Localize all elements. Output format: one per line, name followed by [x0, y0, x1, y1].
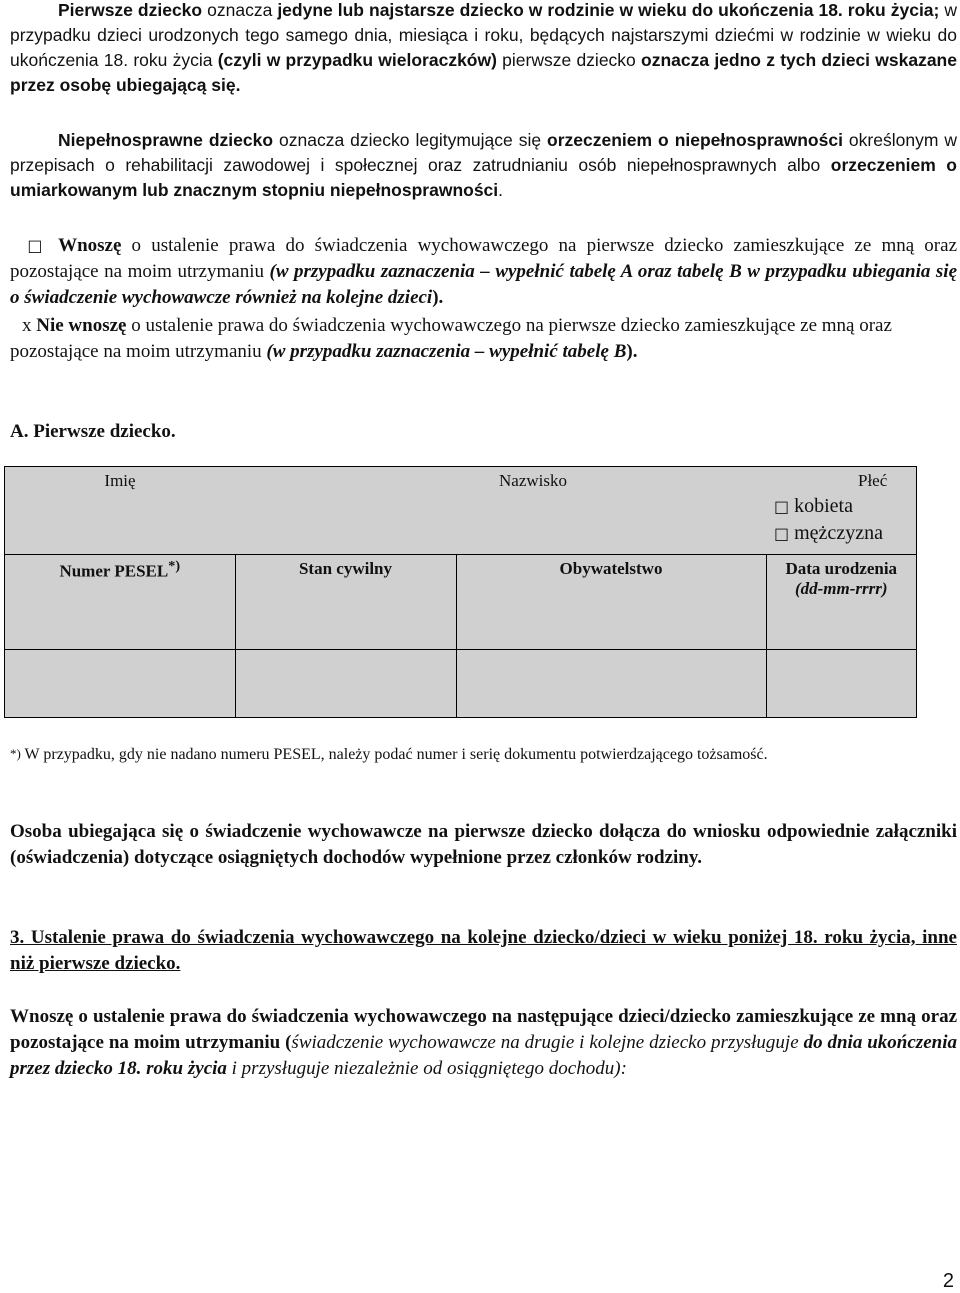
attachments-note: Osoba ubiegająca się o świadczenie wychowawcze na pierwsze dziecko dołącza do wniosku odpowiednie załączniki (oświadczenia) dotyczące osiągniętych dochodów wypełnione przez członków rodziny. — [10, 821, 957, 868]
pesel-field[interactable]: Numer PESEL*) — [5, 555, 236, 650]
checkbox-apply[interactable]: □ — [22, 236, 48, 255]
pesel-value[interactable] — [5, 650, 236, 718]
civil-status-field[interactable]: Stan cywilny — [235, 555, 456, 650]
last-name-field[interactable]: Nazwisko — [235, 467, 766, 555]
citizenship-value[interactable] — [456, 650, 766, 718]
birth-date-value[interactable] — [766, 650, 917, 718]
sex-field: Płeć □ kobieta □ mężczyzna — [766, 467, 917, 555]
option-apply-first-child: □ Wnoszę o ustalenie prawa do świadczenia wychowawczego na pierwsze dziecko zamieszkujące ze mną oraz pozostające na moim utrzymaniu (w przypadku zaznaczenia – wypełnić tabelę A oraz tabelę B w przypadku ubiegania się o świadczenie wychowawcze również na kolejne dzieci). — [10, 235, 958, 308]
section-a-title: A. Pierwsze dziecko. — [10, 421, 176, 442]
definition-first-child: Pierwsze dziecko oznacza jedyne lub najstarsze dziecko w rodzinie w wieku do ukończenia 18. roku życia; w przypadku dzieci urodzonych tego samego dnia, miesiąca i roku, będących najstarszymi dziećmi w rodzinie w wieku do ukończenia 18. roku życia (czyli w przypadku wieloraczków) pierwsze dziecko oznacza jedno z tych dzieci wskazane przez osobę ubiegającą się. — [10, 0, 958, 95]
apply-next-children: Wnoszę o ustalenie prawa do świadczenia wychowawczego na następujące dzieci/dziecko zamieszkujące ze mną oraz pozostające na moim utrzymaniu (świadczenie wychowawcze na drugie i kolejne dziecko przysługuje do dnia ukończenia przez dziecko 18. roku życia i przysługuje niezależnie od osiągniętego dochodu): — [10, 1006, 957, 1079]
checkbox-female[interactable]: □ — [774, 497, 790, 516]
citizenship-field[interactable]: Obywatelstwo — [456, 555, 766, 650]
definition-disabled-child: Niepełnosprawne dziecko oznacza dziecko legitymujące się orzeczeniem o niepełnosprawności określonym w przepisach o rehabilitacji zawodowej i społecznej oraz zatrudnianiu osób niepełnosprawnych albo orzeczeniem o umiarkowanym lub znacznym stopniu niepełnosprawności. — [10, 130, 957, 200]
checkbox-not-apply[interactable]: x — [22, 315, 32, 336]
option-not-apply-first-child: x Nie wnoszę o ustalenie prawa do świadczenia wychowawczego na pierwsze dziecko zamieszkujące ze mną oraz pozostające na moim utrzymaniu (w przypadku zaznaczenia – wypełnić tabelę B). — [10, 315, 892, 362]
first-name-field[interactable]: Imię — [5, 467, 236, 555]
section-3-title: 3. Ustalenie prawa do świadczenia wychowawczego na kolejne dziecko/dzieci w wieku poniżej 18. roku życia, inne niż pierwsze dziecko. — [10, 927, 957, 974]
birth-date-field[interactable]: Data urodzenia (dd-mm-rrrr) — [766, 555, 917, 650]
page-number: 2 — [942, 1270, 954, 1292]
checkbox-male[interactable]: □ — [774, 524, 790, 543]
pesel-footnote: *) W przypadku, gdy nie nadano numeru PESEL, należy podać numer i serię dokumentu potwierdzającego tożsamość. — [10, 746, 768, 763]
first-child-table — [4, 466, 917, 718]
civil-status-value[interactable] — [235, 650, 456, 718]
